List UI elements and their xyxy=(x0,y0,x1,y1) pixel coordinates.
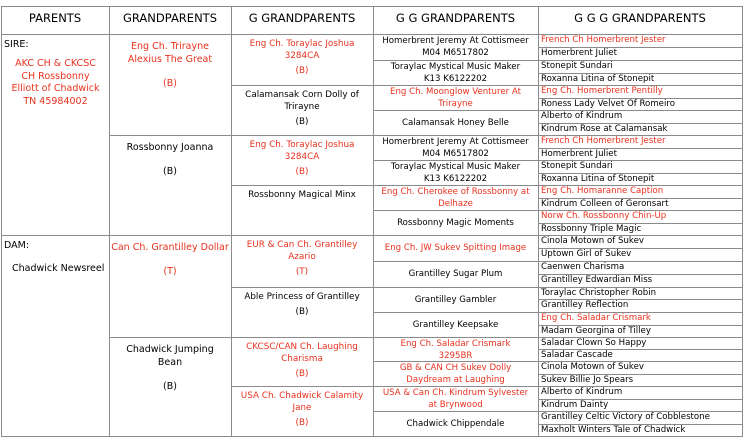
grid-line xyxy=(742,6,743,436)
g-grandparent-cell xyxy=(233,189,371,233)
ggg-grandparent-name: Roxanna Litina of Stonepit xyxy=(541,174,655,184)
coat-color: (B) xyxy=(295,307,309,317)
grid-line xyxy=(109,235,231,236)
gg-grandparent-name-line: Eng Ch. Moonglow Venturer At xyxy=(390,87,521,97)
gg-grandparent-name-line: Homerbrent Jeremy At Cottismeer xyxy=(382,137,529,147)
g-grandparent-name-line: Able Princess of Grantilley xyxy=(244,292,360,302)
sire-name-line: TN 45984002 xyxy=(23,95,88,107)
g-grandparent-name-line: Trirayne xyxy=(284,102,320,112)
grid-line xyxy=(231,235,373,236)
ggg-grandparent-name: Caenwen Charisma xyxy=(541,262,625,272)
ggg-grandparent-name: Norw Ch. Rossbonny Chin-Up xyxy=(541,211,667,221)
grid-line xyxy=(231,135,373,136)
ggg-grandparent-cell xyxy=(541,61,740,73)
sire-label: SIRE: xyxy=(4,39,29,50)
g-grandparent-cell xyxy=(233,139,371,183)
coat-color: (B) xyxy=(295,369,309,379)
g-grandparent-name-line: CKCSC/CAN Ch. Laughing xyxy=(246,342,358,352)
ggg-grandparent-cell xyxy=(541,300,740,312)
grid-line xyxy=(231,6,232,436)
ggg-grandparent-cell xyxy=(541,375,740,386)
sire-name xyxy=(4,58,107,108)
ggg-grandparent-name: Rossbonny Triple Magic xyxy=(541,224,642,234)
ggg-grandparent-name: Alberto of Kindrum xyxy=(541,387,623,397)
ggg-grandparent-name: Roxanna Litina of Stonepit xyxy=(541,74,655,84)
sire-name-line: AKC CH & CKCSC xyxy=(15,58,96,69)
ggg-grandparent-name: Stonepit Sundari xyxy=(541,161,613,171)
ggg-grandparent-cell xyxy=(541,174,740,185)
grid-line xyxy=(231,185,373,186)
ggg-grandparent-cell xyxy=(541,412,740,424)
ggg-grandparent-name: Sukev Billie Jo Spears xyxy=(541,375,634,385)
ggg-grandparent-cell xyxy=(541,400,740,411)
ggg-grandparent-name: Kindrum Colleen of Geronsart xyxy=(541,199,669,209)
gg-grandparent-name-line: USA & Can Ch. Kindrum Sylvester xyxy=(382,388,529,398)
gg-grandparent-cell xyxy=(375,136,536,159)
gg-grandparent-name-line: K13 K6122202 xyxy=(423,74,488,84)
gg-grandparent-name-line: Daydream at Laughing xyxy=(406,375,505,385)
coat-color: (B) xyxy=(295,117,309,127)
ggg-grandparent-name: Eng Ch. Homerbrent Pentilly xyxy=(541,86,663,96)
grid-line xyxy=(231,85,373,86)
ggg-grandparent-cell xyxy=(541,186,740,198)
sire-name-line: Elliott of Chadwick xyxy=(11,83,100,94)
grid-line xyxy=(231,287,373,288)
g-grandparent-name-line: Rossbonny Magical Minx xyxy=(248,190,356,200)
g-grandparent-cell xyxy=(233,239,371,285)
gg-grandparent-name-line: Grantilley Sugar Plum xyxy=(408,269,503,279)
gg-grandparent-cell xyxy=(375,338,536,360)
coat-color: (B) xyxy=(163,78,177,89)
gg-grandparent-name-line: Grantilley Keepsake xyxy=(412,320,499,330)
gg-grandparent-name-line: Toraylac Mystical Music Maker xyxy=(390,162,521,172)
ggg-grandparent-name: Saladar Clown So Happy xyxy=(541,338,647,348)
gg-grandparent-cell xyxy=(375,412,536,435)
grid-line xyxy=(1,235,109,236)
header-parents: PARENTS xyxy=(28,11,82,25)
sire-cell xyxy=(4,37,107,233)
gg-grandparent-cell xyxy=(375,161,536,184)
grid-line xyxy=(109,337,231,338)
ggg-grandparent-name: French Ch Homerbrent Jester xyxy=(541,35,666,45)
grid-line xyxy=(373,6,374,436)
ggg-grandparent-cell xyxy=(541,224,740,235)
dam-name xyxy=(4,261,107,276)
g-grandparent-name-line: Calamansak Corn Dolly of xyxy=(245,90,359,100)
ggg-grandparent-name: Maxholt Winters Tale of Chadwick xyxy=(541,425,686,435)
ggg-grandparent-cell xyxy=(541,387,740,399)
grid-line xyxy=(1,6,2,436)
ggg-grandparent-cell xyxy=(541,362,740,374)
gg-grandparent-name-line: K13 K6122202 xyxy=(423,174,488,184)
ggg-grandparent-name: Stonepit Sundari xyxy=(541,61,613,71)
ggg-grandparent-name: Homerbrent Juliet xyxy=(541,48,617,58)
ggg-grandparent-cell xyxy=(541,425,740,436)
ggg-grandparent-cell xyxy=(541,161,740,173)
gg-grandparent-cell xyxy=(375,362,536,385)
gg-grandparent-name-line: Homerbrent Jeremy At Cottismeer xyxy=(382,36,529,46)
grandparent-cell xyxy=(111,141,229,233)
gg-grandparent-name-line: Toraylac Mystical Music Maker xyxy=(390,62,521,72)
grandparent-name-line: Rossbonny Joanna xyxy=(126,142,214,153)
ggg-grandparent-name: Homerbrent Juliet xyxy=(541,149,617,159)
coat-color: (B) xyxy=(163,381,177,392)
ggg-grandparent-cell xyxy=(541,111,740,123)
coat-color: (B) xyxy=(295,167,309,177)
g-grandparent-cell xyxy=(233,291,371,335)
grid-line xyxy=(538,6,539,436)
ggg-grandparent-name: Saladar Cascade xyxy=(541,350,613,360)
gg-grandparent-cell xyxy=(375,111,536,134)
ggg-grandparent-name: Cinola Motown of Sukev xyxy=(541,362,644,372)
coat-color: (B) xyxy=(295,418,309,428)
ggg-grandparent-cell xyxy=(541,136,740,148)
grandparent-name-line: Eng Ch. Trirayne xyxy=(131,41,209,52)
ggg-grandparent-cell xyxy=(541,48,740,60)
ggg-grandparent-name: French Ch Homerbrent Jester xyxy=(541,136,666,146)
ggg-grandparent-cell xyxy=(541,249,740,261)
ggg-grandparent-name: Cinola Motown of Sukev xyxy=(541,236,644,246)
g-grandparent-name-line: EUR & Can Ch. Grantilley xyxy=(246,240,358,250)
ggg-grandparent-name: Roness Lady Velvet Of Romeiro xyxy=(541,99,675,109)
g-grandparent-name-line: Eng Ch. Toraylac Joshua xyxy=(249,39,355,49)
grid-line xyxy=(1,6,743,7)
header-gg-grandparents: G G GRANDPARENTS xyxy=(395,11,516,25)
gg-grandparent-name-line: Grantilley Gambler xyxy=(414,295,497,305)
gg-grandparent-name-line: at Brynwood xyxy=(428,400,483,410)
gg-grandparent-name-line: Eng Ch. JW Sukev Spitting Image xyxy=(384,243,527,253)
ggg-grandparent-cell xyxy=(541,313,740,325)
ggg-grandparent-name: Alberto of Kindrum xyxy=(541,111,623,121)
gg-grandparent-name-line: GB & CAN CH Sukev Dolly xyxy=(399,363,512,373)
ggg-grandparent-cell xyxy=(541,326,740,337)
dam-cell xyxy=(4,238,107,434)
g-grandparent-cell xyxy=(233,89,371,133)
ggg-grandparent-cell xyxy=(541,350,740,361)
g-grandparent-cell xyxy=(233,38,371,83)
grandparent-name-line: Can Ch. Grantilley Dollar xyxy=(111,242,229,253)
grandparent-cell xyxy=(111,343,229,434)
gg-grandparent-name-line: Eng Ch. Cherokee of Rossbonny at xyxy=(381,187,530,197)
g-grandparent-name-line: USA Ch. Chadwick Calamity xyxy=(240,391,364,401)
grandparent-cell xyxy=(111,241,229,335)
ggg-grandparent-cell xyxy=(541,211,740,223)
g-grandparent-name-line: Charisma xyxy=(281,354,323,364)
ggg-grandparent-name: Toraylac Christopher Robin xyxy=(541,288,657,298)
ggg-grandparent-name: Eng Ch. Saladar Crismark xyxy=(541,313,651,323)
g-grandparent-name-line: 3284CA xyxy=(284,152,320,162)
ggg-grandparent-name: Uptown Girl of Sukev xyxy=(541,249,632,259)
gg-grandparent-cell xyxy=(375,288,536,311)
grid-line xyxy=(231,337,373,338)
g-grandparent-name-line: Jane xyxy=(292,403,312,413)
coat-color: (T) xyxy=(295,267,309,277)
header-grandparents: GRANDPARENTS xyxy=(122,11,217,25)
g-grandparent-cell xyxy=(233,341,371,384)
ggg-grandparent-cell xyxy=(541,275,740,287)
dam-label: DAM: xyxy=(4,240,30,251)
dam-name-line: Chadwick Newsreel xyxy=(12,263,105,274)
gg-grandparent-cell xyxy=(375,387,536,410)
coat-color: (B) xyxy=(295,66,309,76)
grandparent-cell xyxy=(111,40,229,133)
header-ggg-grandparents: G G G GRANDPARENTS xyxy=(574,11,706,25)
ggg-grandparent-name: Grantilley Reflection xyxy=(541,300,629,310)
header-g-grandparents: G GRANDPARENTS xyxy=(248,11,356,25)
ggg-grandparent-cell xyxy=(541,86,740,98)
ggg-grandparent-name: Madam Georgina of Tilley xyxy=(541,326,651,336)
gg-grandparent-cell xyxy=(375,186,536,209)
ggg-grandparent-cell xyxy=(541,262,740,274)
gg-grandparent-name-line: Delhaze xyxy=(438,199,473,209)
g-grandparent-name-line: 3284CA xyxy=(284,51,320,61)
grid-line xyxy=(109,135,231,136)
grid-line xyxy=(231,386,373,387)
coat-color: (B) xyxy=(163,166,177,177)
grandparent-name-line: Chadwick Jumping xyxy=(126,344,214,355)
ggg-grandparent-cell xyxy=(541,124,740,135)
ggg-grandparent-name: Eng Ch. Homaranne Caption xyxy=(541,186,664,196)
ggg-grandparent-cell xyxy=(541,338,740,349)
gg-grandparent-cell xyxy=(375,313,536,336)
ggg-grandparent-cell xyxy=(541,149,740,160)
ggg-grandparent-cell xyxy=(541,288,740,299)
grandparent-name-line: Alexius The Great xyxy=(127,54,213,65)
gg-grandparent-cell xyxy=(375,86,536,109)
gg-grandparent-name-line: Trirayne xyxy=(438,99,473,109)
gg-grandparent-cell xyxy=(375,262,536,286)
ggg-grandparent-name: Grantilley Edwardian Miss xyxy=(541,275,653,285)
ggg-grandparent-cell xyxy=(541,74,740,85)
gg-grandparent-name-line: 3295BR xyxy=(438,351,473,360)
ggg-grandparent-name: Kindrum Rose at Calamansak xyxy=(541,124,668,134)
sire-name-line: CH Rossbonny xyxy=(21,70,90,82)
grandparent-name-line: Bean xyxy=(157,357,183,368)
grid-line xyxy=(109,6,110,436)
g-grandparent-name-line: Eng Ch. Toraylac Joshua xyxy=(249,140,355,150)
ggg-grandparent-name: Kindrum Dainty xyxy=(541,400,609,410)
gg-grandparent-name-line: Eng Ch. Saladar Crismark xyxy=(400,339,511,349)
gg-grandparent-name-line: Chadwick Chippendale xyxy=(406,419,505,429)
gg-grandparent-name-line: Calamansak Honey Belle xyxy=(402,118,509,128)
gg-grandparent-name-line: M04 M6517802 xyxy=(422,48,489,58)
g-grandparent-name-line: Azario xyxy=(288,252,316,262)
g-grandparent-cell xyxy=(233,390,371,434)
gg-grandparent-cell xyxy=(375,35,536,59)
ggg-grandparent-cell xyxy=(541,35,740,47)
ggg-grandparent-cell xyxy=(541,99,740,110)
ggg-grandparent-name: Grantilley Celtic Victory of Cobblestone xyxy=(541,412,710,422)
ggg-grandparent-cell xyxy=(541,236,740,248)
gg-grandparent-cell xyxy=(375,61,536,84)
gg-grandparent-cell xyxy=(375,211,536,234)
grid-line xyxy=(1,436,743,437)
gg-grandparent-name-line: Rossbonny Magic Moments xyxy=(397,218,514,228)
gg-grandparent-cell xyxy=(375,236,536,260)
ggg-grandparent-cell xyxy=(541,199,740,210)
gg-grandparent-name-line: M04 M6517802 xyxy=(422,149,489,159)
coat-color: (T) xyxy=(163,266,177,277)
